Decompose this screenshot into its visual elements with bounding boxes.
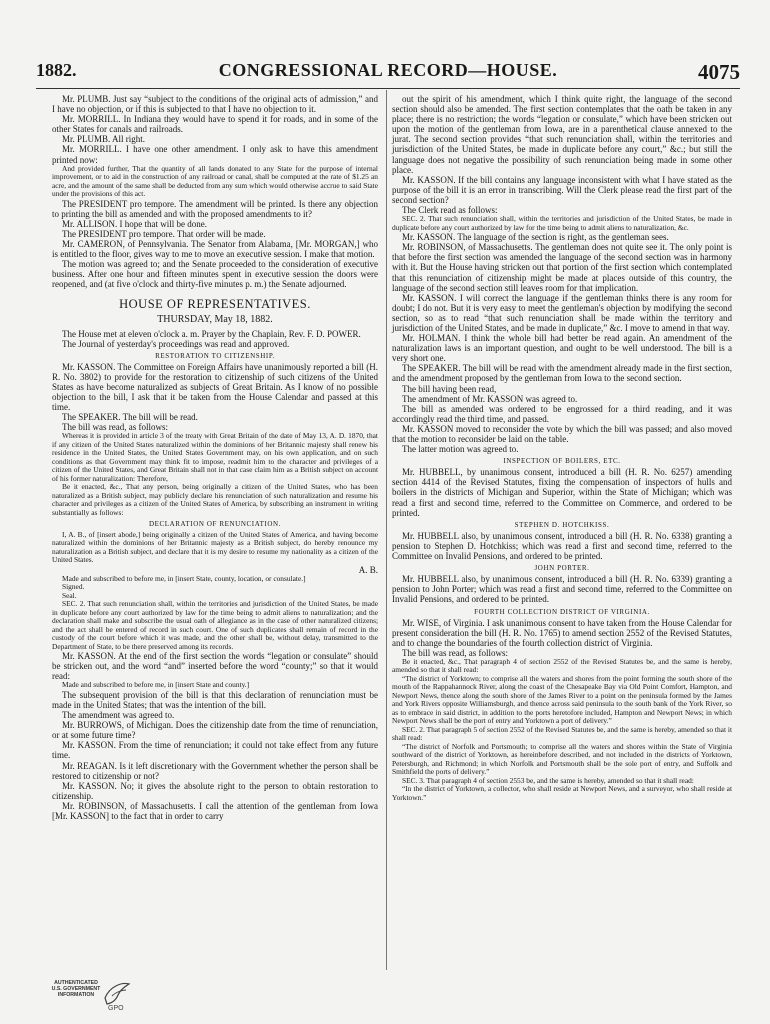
paragraph: Mr. KASSON. I will correct the language if the gentleman thinks there is any room for doubt; I do not. But it is very easy to meet the gentleman's objection by modifying the second section, so as to read “that such renunciation shall be made within the territory and jurisdiction of the United States, and be made in duplicate,” &c. I move to amend in that way.	[392, 292, 732, 333]
gpo-seal-line: AUTHENTICATED	[54, 980, 98, 986]
paragraph: Mr. PLUMB. All right.	[62, 134, 146, 145]
paragraph: Mr. KASSON. The Committee on Foreign Affairs have unanimously reported a bill (H. R. No. 3802) to provide for the restoration to citizenship of such citizens of the United States as have become naturalized as subjects of Great Britain. As I know of no possible objection to the bill, I ask that it be taken from the House Calendar and passed at this time.	[52, 361, 378, 413]
paragraph: Mr. HUBBELL also, by unanimous consent, introduced a bill (H. R. No. 6338) granting a pension to Stephen D. Hotchkiss; which was read a first and second time, referred to the Committee on Invalid Pensions, and ordered to be printed.	[392, 530, 732, 562]
paragraph: The House met at eleven o'clock a. m. Prayer by the Chaplain, Rev. F. D. POWER.	[62, 328, 361, 339]
small-print-paragraph: Signed.	[62, 582, 85, 592]
paragraph: Mr. ROBINSON, of Massachusetts. I call the attention of the gentleman from Iowa [Mr. KASSON] to the fact that in order to carry	[52, 800, 378, 822]
page-header	[36, 60, 740, 86]
paragraph: The PRESIDENT pro tempore. The amendment will be printed. Is there any objection to printing the bill as amended and with the proposed amendments to it?	[52, 198, 378, 219]
subheading: INSPECTION OF BOILERS, ETC.	[503, 457, 621, 466]
small-print-paragraph: “The district of Norfolk and Portsmouth; to comprise all the waters and shores within the State of Virginia southward of the district of Yorktown, as hereinbefore described, and not included in the districts of Yorktown, Petersburgh, and Richmond; in which Norfolk and Portsmouth shall be the sole port of entry, and Suffolk and Smithfield the ports of delivery.”	[392, 741, 732, 777]
paragraph: Mr. KASSON. At the end of the first section the words “legation or consulate” should be stricken out, and the word “and” inserted before the word “county;” so that it would read:	[52, 651, 378, 682]
paragraph: The bill as amended was ordered to be engrossed for a third reading, and it was accordingly read the third time, and passed.	[392, 403, 732, 424]
header-rule	[36, 88, 740, 89]
subheading: DECLARATION OF RENUNCIATION.	[148, 520, 282, 529]
paragraph: Mr. KASSON. The language of the section is right, as the gentleman sees.	[402, 232, 669, 243]
small-print-paragraph: Be it enacted, &c., That any person, being originally a citizen of the United States, who has been naturalized as a British subject, may publicly declare his renunciation of such naturalization and resume his character and privileges as a citizen of the United States of America, by subscribing an instrument in writing substantially as follows:	[52, 482, 378, 517]
signature-line: A. B.	[358, 564, 378, 575]
paragraph: The Journal of yesterday's proceedings was read and approved.	[62, 338, 290, 349]
small-print-paragraph: And provided further, That the quantity of all lands donated to any State for the purpose of internal improvement, or to aid in the construction of any railroad or canal, shall be computed at the rate of $1.25 an acre, and the amount of the same shall be deducted from any sum which would otherwise accrue to said State under the provisions of this act.	[52, 163, 378, 199]
paragraph: Mr. REAGAN. Is it left discretionary with the Government whether the person shall be restored to citizenship or not?	[52, 760, 378, 781]
small-print-paragraph: SEC. 2. That such renunciation shall, within the territories and jurisdiction of the United States, be made in duplicate before any court authorized by law for the time being to admit aliens to naturalization; and the declaration shall make and subscribe the usual oath of allegiance as in the case of other naturalized citizens; and the act shall be entered of record in such court. One of such duplicates shall remain of record in the custody of the court before which it was made, and the other shall be, without delay, transmitted to the Department of State, to be there preserved among its records.	[52, 599, 378, 651]
paragraph: Mr. HOLMAN. I think the whole bill had better be read again. An amendment of the naturalization laws is an important question, and ought to be well understood. The bill is a very short one.	[392, 333, 732, 364]
paragraph: The amendment of Mr. KASSON was agreed to.	[402, 393, 578, 404]
paragraph: The SPEAKER. The bill will be read.	[62, 412, 198, 423]
subheading: RESTORATION TO CITIZENSHIP.	[155, 351, 275, 360]
paragraph: Mr. KASSON. If the bill contains any language inconsistent with what I have stated as the purpose of the bill it is an error in transcribing. Will the Clerk please read the first part of the second section?	[392, 174, 732, 205]
paragraph: The SPEAKER. The bill will be read with the amendment already made in the first section, and the amendment proposed by the gentleman from Iowa to the second section.	[392, 363, 732, 384]
paragraph: Mr. KASSON. No; it gives the absolute right to the person to obtain restoration to citizenship.	[52, 780, 378, 801]
subheading: FOURTH COLLECTION DISTRICT OF VIRGINIA.	[474, 607, 650, 616]
paragraph: Mr. ROBINSON, of Massachusetts. The gentleman does not quite see it. The only point is that before the first section was amended the language of the second section was in harmony with it. But the House having stricken out that portion of the first section which contemplated that this renunciation of citizenship might be made at places outside of this country, the language of the second section still leaves room for that implication.	[392, 242, 732, 293]
paragraph: The subsequent provision of the bill is that this declaration of renunciation must be made in the United States; that was the intention of the bill.	[52, 689, 378, 710]
gpo-seal-line: U.S. GOVERNMENT	[51, 986, 101, 993]
gpo-mark: GPO	[108, 1005, 124, 1012]
paragraph: The Clerk read as follows:	[402, 205, 498, 216]
right-column	[392, 94, 732, 802]
paragraph: Mr. BURROWS, of Michigan. Does the citizenship date from the time of renunciation, or at some future time?	[52, 720, 378, 741]
left-column	[52, 94, 378, 821]
small-print-paragraph: Whereas it is provided in article 3 of the treaty with Great Britain of the date of May 13, A. D. 1870, that if any citizen of the United States naturalized within the dominions of her Britannic majesty shall renew his residence in the United States, the United States Government may, on his own application, and on such conditions as that Government may think fit to impose, readmit him to the character and privileges of a citizen of the United States, and Great Britain shall not in that case claim him as a British subject on account of his former naturalization: Therefore,	[52, 431, 378, 483]
subheading: JOHN PORTER.	[534, 564, 590, 573]
paragraph: out the spirit of his amendment, which I think quite right, the language of the second section should also be amended. The first section contemplates that the oath be taken in any place; there is no restriction; the words “legation or consulate,” which have been stricken out upon the motion of the gentleman from Iowa, are in a parenthetical clause annexed to the jurat. The second section provides “that such renunciation shall, within the territories and jurisdiction of the United States, be made in duplicate before any court,” &c.; but still the language does not negative the possibility of such renunciation being made in some other place.	[392, 94, 732, 175]
small-print-paragraph: SEC. 3. That paragraph 4 of section 2553 be, and the same is hereby, amended so that it shall read:	[402, 775, 694, 785]
header-title: CONGRESSIONAL RECORD—HOUSE.	[218, 60, 558, 80]
header-page-number: 4075	[698, 60, 740, 84]
paragraph: Mr. HUBBELL also, by unanimous consent, introduced a bill (H. R. No. 6339) granting a pension to John Porter; which was read a first and second time, referred to the Committee on Invalid Pensions, and ordered to be printed.	[392, 574, 732, 605]
gpo-authentication-seal	[38, 976, 158, 1016]
column-divider	[386, 90, 387, 970]
header-year: 1882.	[36, 60, 77, 80]
paragraph: The amendment was agreed to.	[62, 710, 175, 721]
session-date: THURSDAY, May 18, 1882.	[157, 313, 273, 325]
paragraph: The bill having been read,	[402, 383, 497, 394]
small-print-paragraph: SEC. 2. That such renunciation shall, within the territories and jurisdiction of the United States, be made in duplicate before any court authorized by law for the time being to admit aliens to naturalization, &c.	[392, 214, 732, 232]
gpo-seal-line: INFORMATION	[57, 992, 95, 999]
paragraph: Mr. ALLISON. I hope that will be done.	[62, 218, 207, 229]
gpo-seal-text	[50, 980, 102, 999]
paragraph: Mr. KASSON moved to reconsider the vote by which the bill was passed; and also moved that the motion to reconsider be laid on the table.	[392, 423, 732, 444]
paragraph: The bill was read, as follows:	[402, 647, 508, 658]
small-print-paragraph: SEC. 2. That paragraph 5 of section 2552 of the Revised Statutes be, and the same is hereby, amended so that it shall read:	[392, 724, 732, 743]
small-print-paragraph: “In the district of Yorktown, a collector, who shall reside at Newport News, and a surveyor, who shall reside at Yorktown.”	[392, 784, 732, 802]
paragraph: Mr. MORRILL. I have one other amendment. I only ask to have this amendment printed now:	[52, 144, 378, 165]
paragraph: The PRESIDENT pro tempore. That order will be made.	[62, 228, 266, 239]
paragraph: Mr. HUBBELL, by unanimous consent, introduced a bill (H. R. No. 6257) amending section 4414 of the Revised Statutes, fixing the compensation of inspectors of hulls and boilers in the districts of Michigan and Superior, within the State of Michigan; which was read a first and second time, referred to the Committee on Commerce, and ordered to be printed.	[392, 467, 732, 518]
paragraph: The bill was read, as follows:	[62, 422, 168, 433]
eagle-logo-icon	[102, 978, 132, 1012]
paragraph: Mr. MORRILL. In Indiana they would have to spend it for roads, and in some of the other States for canals and railroads.	[52, 114, 378, 135]
paragraph: Mr. WISE, of Virginia. I ask unanimous consent to have taken from the House Calendar for present consideration the bill (H. R. No. 1765) to amend section 2552 of the Revised Statutes, and to change the boundaries of the fourth collection district of Virginia.	[392, 617, 732, 648]
small-print-paragraph: Seal.	[62, 590, 77, 600]
small-print-paragraph: Made and subscribed to before me, in [insert State, county, location, or consulate.]	[62, 573, 306, 583]
paragraph: Mr. PLUMB. Just say “subject to the conditions of the original acts of admission,” and I have no objection, or if this is subjected to that I have no objection to it.	[52, 94, 378, 115]
paragraph: The latter motion was agreed to.	[402, 444, 519, 455]
small-print-paragraph: Be it enacted, &c., That paragraph 4 of section 2552 of the Revised Statutes be, and the same is hereby, amended so that it shall read:	[392, 656, 732, 675]
section-heading: HOUSE OF REPRESENTATIVES.	[119, 296, 311, 311]
subheading: STEPHEN D. HOTCHKISS.	[514, 520, 610, 529]
paragraph: Mr. CAMERON, of Pennsylvania. The Senator from Alabama, [Mr. MORGAN,] who is entitled to the floor, gives way to me to move an executive session. I make that motion.	[52, 239, 378, 260]
paragraph: Mr. KASSON. From the time of renunciation; it could not take effect from any future time.	[52, 740, 378, 761]
paragraph: The motion was agreed to; and the Senate proceeded to the consideration of executive business. After one hour and fifteen minutes spent in executive session the doors were reopened, and (at five o'clock and thirty-five minutes p. m.) the Senate adjourned.	[52, 259, 378, 290]
small-print-paragraph: I, A. B., of [insert abode,] being originally a citizen of the United States of America, and having become naturalized within the dominions of her Britannic majesty as a British subject, do hereby renounce my naturalization as a British subject, and declare that it is my desire to resume my nationality as a citizen of the United States.	[52, 529, 378, 565]
small-print-paragraph: Made and subscribed to before me, in [insert State and county.]	[62, 680, 250, 690]
small-print-paragraph: “The district of Yorktown; to comprise all the waters and shores from the point forming the south shore of the mouth of the Rappahannock River, along the coast of the Chesapeake Bay via Old Point Comfort, Hampton, and Newport News, thence along the south shore of the James River to a point on the peninsula formed by the James and York Rivers opposite Williamsburgh, and thence across said peninsula to the south bank of the York River, so as to embrace in said district, in addition to the ports heretofore included, Hampton and Newport News; in which Newport News shall be the port of entry and Yorktown a port of delivery.”	[392, 673, 732, 726]
